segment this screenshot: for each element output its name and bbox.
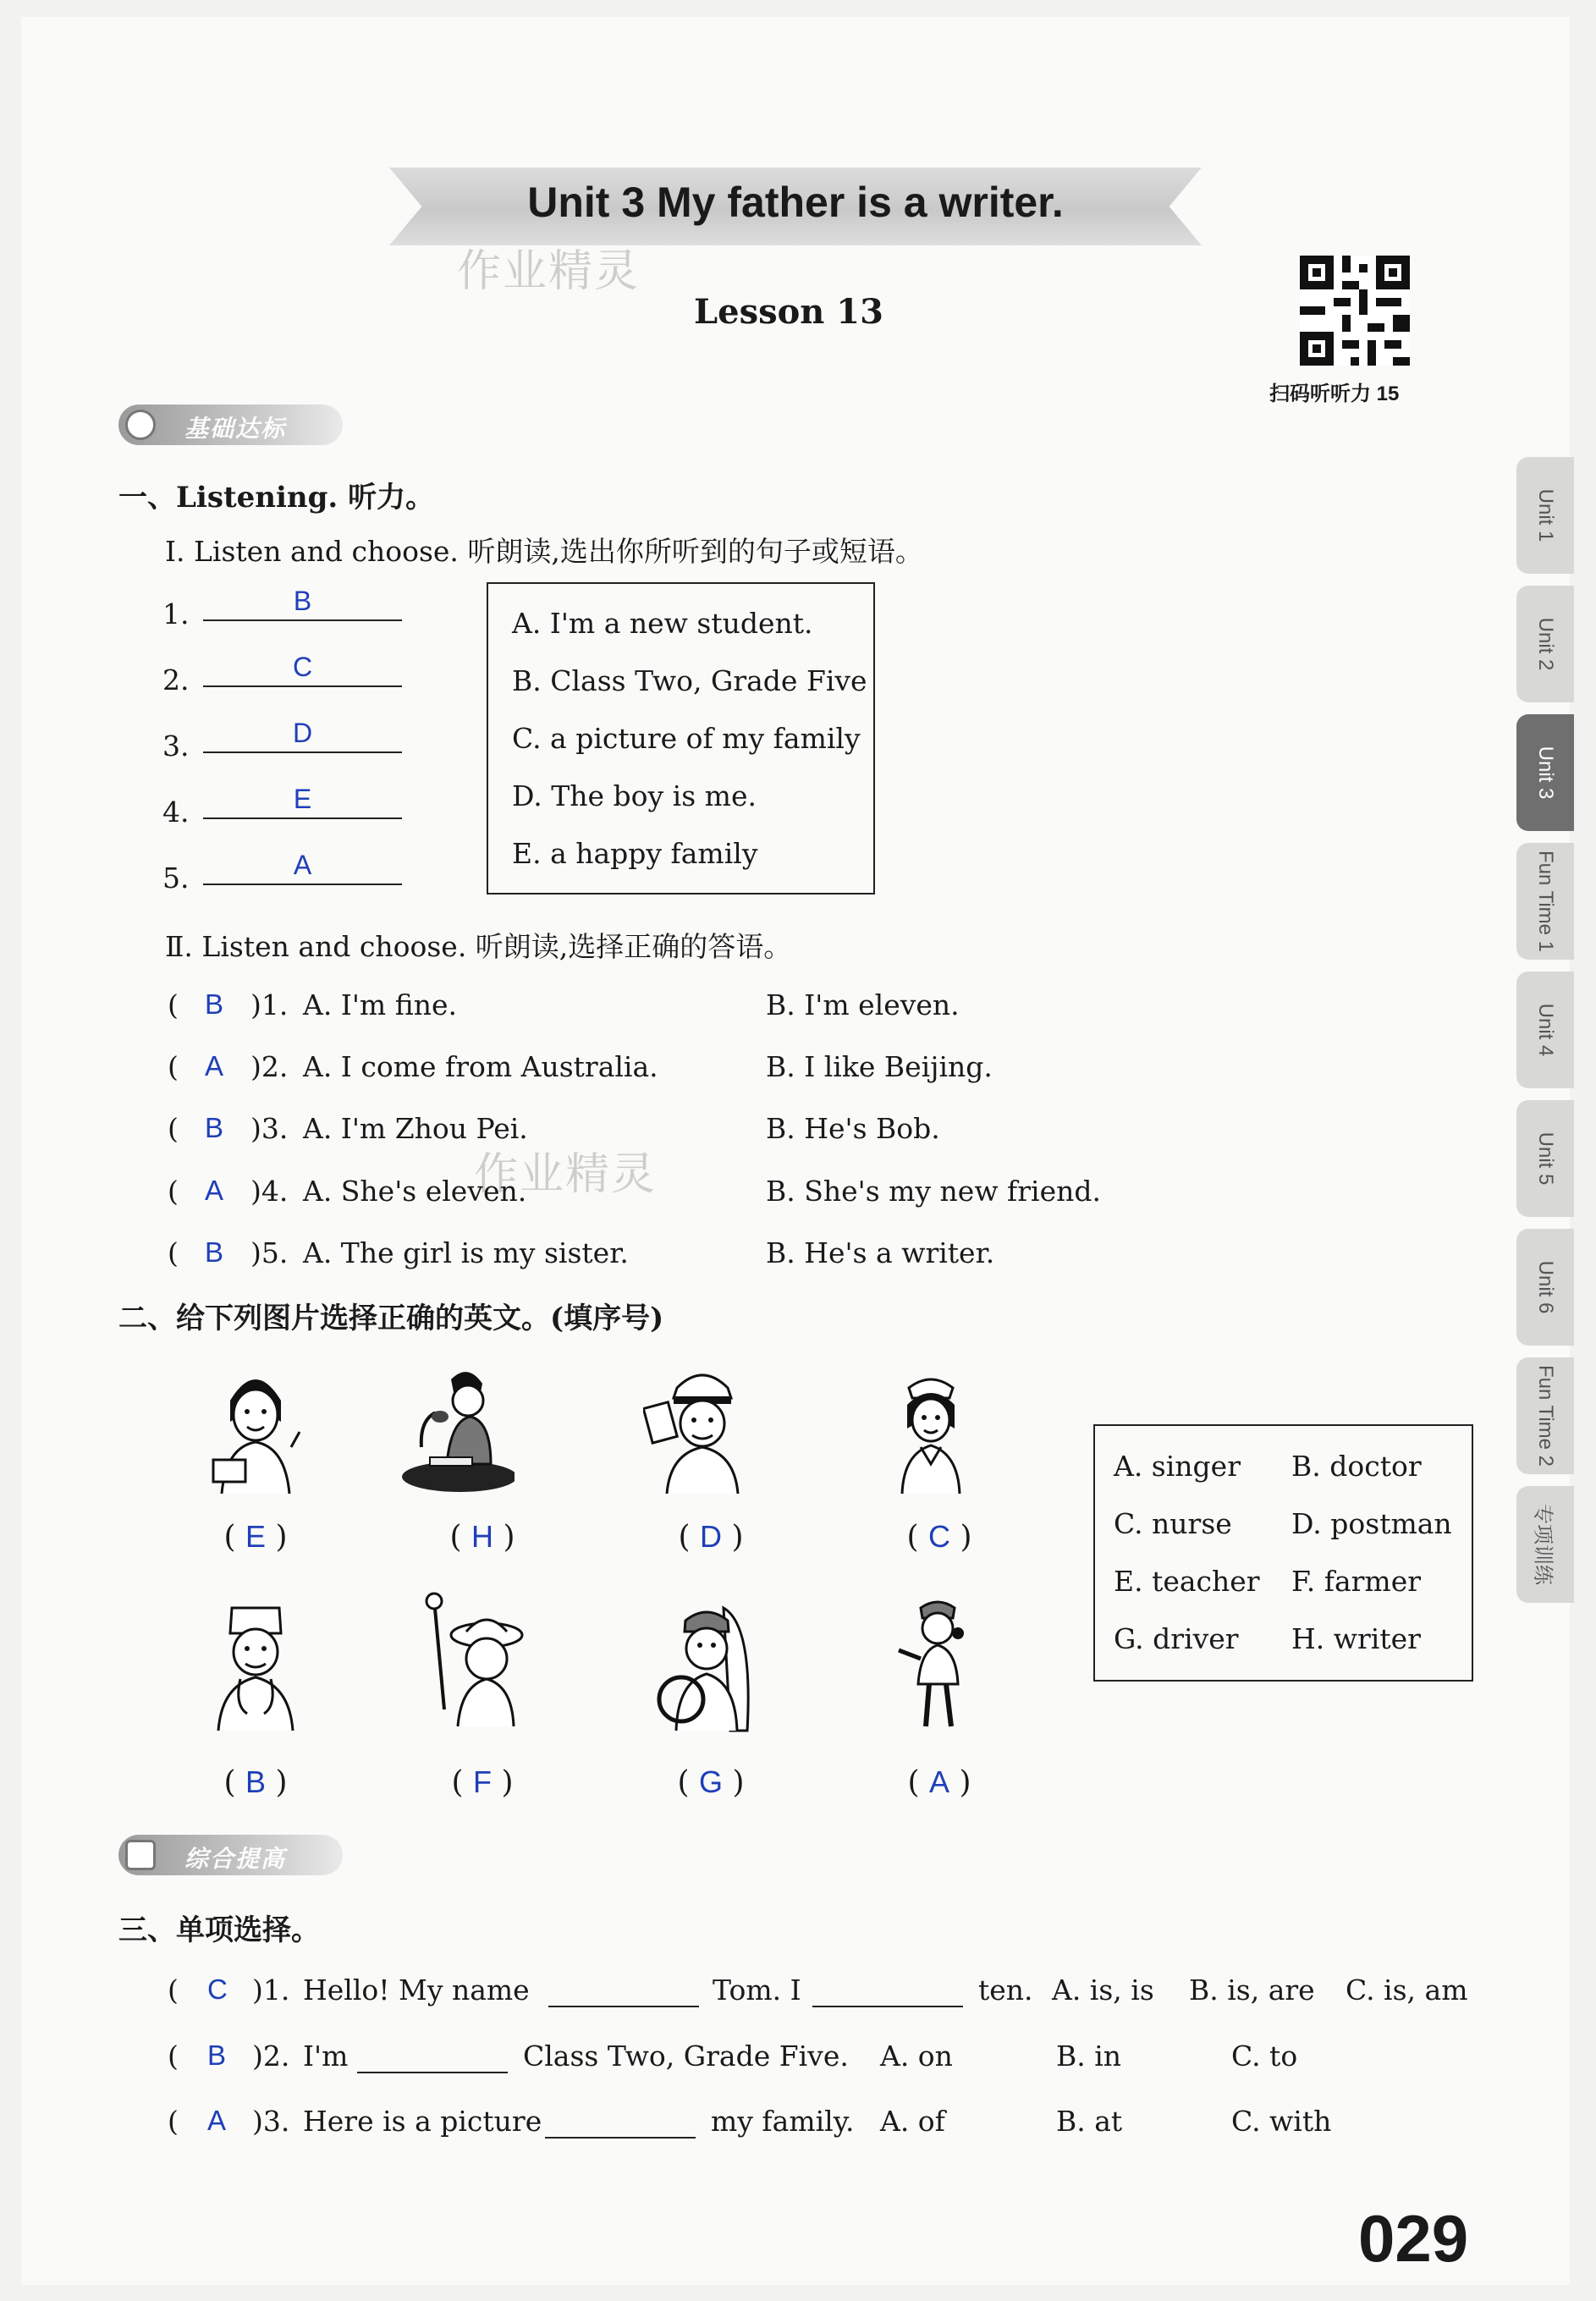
tab-unit-6[interactable]: Unit 6 xyxy=(1516,1229,1574,1346)
part2-heading: 二、给下列图片选择正确的英文。(填序号) xyxy=(118,1302,664,1335)
blank-number: 5. xyxy=(162,861,190,895)
part1-sub1: Ⅰ. Listen and choose. 听朗读,选出你所听到的句子或短语。 xyxy=(165,535,923,568)
option-b: B. in xyxy=(1056,2040,1122,2073)
postman-figure xyxy=(643,1354,762,1498)
tab-unit-1[interactable]: Unit 1 xyxy=(1516,457,1574,574)
question-number: )3. xyxy=(250,1112,289,1145)
question-stem: my family. xyxy=(711,2105,855,2138)
watermark: 作业精灵 xyxy=(474,1149,658,1200)
paren-open: ( xyxy=(168,988,179,1021)
answer-choice[interactable]: B xyxy=(207,2040,227,2071)
answer-choice[interactable]: A xyxy=(205,1050,224,1082)
answer-choice[interactable]: B xyxy=(205,988,224,1020)
part1-sub2: Ⅱ. Listen and choose. 听朗读,选择正确的答语。 xyxy=(165,930,792,963)
answer-slot[interactable]: ( C ) xyxy=(906,1519,972,1555)
question-number: )1. xyxy=(252,1973,290,2006)
qr-label: 扫码听听力 15 xyxy=(1269,383,1400,405)
question-stem: Here is a picture xyxy=(303,2105,542,2138)
tab-unit-4[interactable]: Unit 4 xyxy=(1516,972,1574,1088)
option-a: A. is, is xyxy=(1052,1973,1154,2006)
option-item: A. I'm a new student. xyxy=(512,607,813,640)
paren-open: ( xyxy=(168,2040,179,2073)
answer-slot[interactable]: ( G ) xyxy=(677,1764,745,1800)
question-number: )1. xyxy=(250,988,289,1021)
book-icon xyxy=(125,1840,156,1870)
tab-unit-5[interactable]: Unit 5 xyxy=(1516,1100,1574,1217)
section-badge-basic: 基础达标 xyxy=(118,405,343,445)
choice-item: C. nurse xyxy=(1114,1507,1232,1540)
option-a: A. of xyxy=(880,2105,945,2138)
question-stem: Hello! My name xyxy=(303,1973,530,2006)
tab-fun-time-2[interactable]: Fun Time 2 xyxy=(1516,1357,1574,1474)
tab-fun-time-1[interactable]: Fun Time 1 xyxy=(1516,843,1574,960)
question-number: )4. xyxy=(250,1175,289,1208)
question-number: )3. xyxy=(252,2105,290,2138)
lesson-title: Lesson 13 xyxy=(694,292,883,332)
writer-figure xyxy=(396,1354,515,1498)
unit-title: Unit 3 My father is a writer. xyxy=(527,179,1064,226)
fill-blank[interactable] xyxy=(548,1972,699,2007)
choice-item: A. singer xyxy=(1114,1450,1241,1483)
teacher-figure xyxy=(196,1354,315,1498)
answer-choice[interactable]: A xyxy=(207,2105,227,2136)
answer-choice[interactable]: B xyxy=(205,1236,224,1268)
tab-unit-3[interactable]: Unit 3 xyxy=(1516,714,1574,831)
answer-choice[interactable]: B xyxy=(205,1112,224,1143)
answer-blank[interactable]: A xyxy=(203,850,402,885)
choice-item: E. teacher xyxy=(1114,1565,1260,1598)
option-item: B. Class Two, Grade Five xyxy=(512,664,867,697)
answer-blank[interactable]: E xyxy=(203,784,402,819)
paren-open: ( xyxy=(168,1112,179,1145)
option-item: D. The boy is me. xyxy=(512,779,757,812)
question-number: )2. xyxy=(250,1050,289,1083)
option-a: A. I'm Zhou Pei. xyxy=(303,1112,528,1145)
fill-blank[interactable] xyxy=(545,2103,696,2139)
answer-blank[interactable]: B xyxy=(203,586,402,621)
fill-blank[interactable] xyxy=(357,2038,508,2073)
answer-choice[interactable]: C xyxy=(207,1973,228,2005)
answer-blank[interactable]: D xyxy=(203,718,402,753)
watermark: 作业精灵 xyxy=(457,246,641,297)
choice-item: F. farmer xyxy=(1291,1565,1421,1598)
question-stem: ten. xyxy=(978,1973,1033,2006)
choice-item: D. postman xyxy=(1291,1507,1452,1540)
tab-unit-2[interactable]: Unit 2 xyxy=(1516,586,1574,702)
paren-open: ( xyxy=(168,1236,179,1269)
blank-number: 2. xyxy=(162,663,190,696)
options-box xyxy=(487,582,875,895)
qr-code-icon[interactable] xyxy=(1300,256,1410,366)
blank-number: 4. xyxy=(162,795,190,828)
answer-choice[interactable]: A xyxy=(205,1175,224,1206)
page-number: 029 xyxy=(1358,2201,1469,2276)
answer-slot[interactable]: ( E ) xyxy=(223,1519,288,1555)
choice-item: G. driver xyxy=(1114,1622,1239,1655)
paren-open: ( xyxy=(168,1050,179,1083)
paren-open: ( xyxy=(168,1175,179,1208)
choices-box xyxy=(1093,1424,1473,1682)
paren-open: ( xyxy=(168,1973,179,2006)
option-b: B. I'm eleven. xyxy=(766,988,960,1021)
paren-open: ( xyxy=(168,2105,179,2138)
tab-special-training[interactable]: 专项训练 xyxy=(1516,1486,1574,1603)
singer-figure xyxy=(880,1591,999,1735)
part3-heading: 三、单项选择。 xyxy=(118,1913,320,1947)
option-b: B. I like Beijing. xyxy=(766,1050,993,1083)
option-b: B. at xyxy=(1056,2105,1123,2138)
option-c: C. to xyxy=(1231,2040,1298,2073)
option-c: C. with xyxy=(1231,2105,1332,2138)
option-b: B. She's my new friend. xyxy=(766,1175,1101,1208)
answer-slot[interactable]: ( A ) xyxy=(907,1764,971,1800)
doctor-figure xyxy=(196,1591,315,1735)
question-number: )2. xyxy=(252,2040,290,2073)
question-stem: I'm xyxy=(303,2040,349,2073)
option-b: B. He's Bob. xyxy=(766,1112,940,1145)
target-icon xyxy=(125,410,156,440)
section-badge-advanced: 综合提高 xyxy=(118,1835,343,1875)
answer-blank[interactable]: C xyxy=(203,652,402,687)
nurse-figure xyxy=(872,1354,990,1498)
farmer-figure xyxy=(419,1591,537,1735)
answer-slot[interactable]: ( B ) xyxy=(223,1764,288,1800)
option-b: B. is, are xyxy=(1189,1973,1315,2006)
option-b: B. He's a writer. xyxy=(766,1236,995,1269)
question-stem: Class Two, Grade Five. xyxy=(523,2040,849,2073)
answer-slot[interactable]: ( F ) xyxy=(451,1764,514,1800)
option-a: A. She's eleven. xyxy=(303,1175,527,1208)
option-item: C. a picture of my family xyxy=(512,722,861,755)
blank-number: 3. xyxy=(162,729,190,762)
answer-slot[interactable]: ( H ) xyxy=(449,1519,515,1555)
option-a: A. on xyxy=(880,2040,953,2073)
option-c: C. is, am xyxy=(1346,1973,1468,2006)
option-item: E. a happy family xyxy=(512,837,758,870)
question-stem: Tom. I xyxy=(713,1973,801,2006)
choice-item: H. writer xyxy=(1291,1622,1421,1655)
part1-heading: 一、Listening. 听力。 xyxy=(118,481,435,515)
option-a: A. The girl is my sister. xyxy=(303,1236,629,1269)
option-a: A. I'm fine. xyxy=(303,988,457,1021)
fill-blank[interactable] xyxy=(812,1972,963,2007)
option-a: A. I come from Australia. xyxy=(303,1050,658,1083)
question-number: )5. xyxy=(250,1236,289,1269)
blank-number: 1. xyxy=(162,597,190,630)
choice-item: B. doctor xyxy=(1291,1450,1422,1483)
answer-slot[interactable]: ( D ) xyxy=(678,1519,744,1555)
driver-figure xyxy=(647,1591,766,1735)
